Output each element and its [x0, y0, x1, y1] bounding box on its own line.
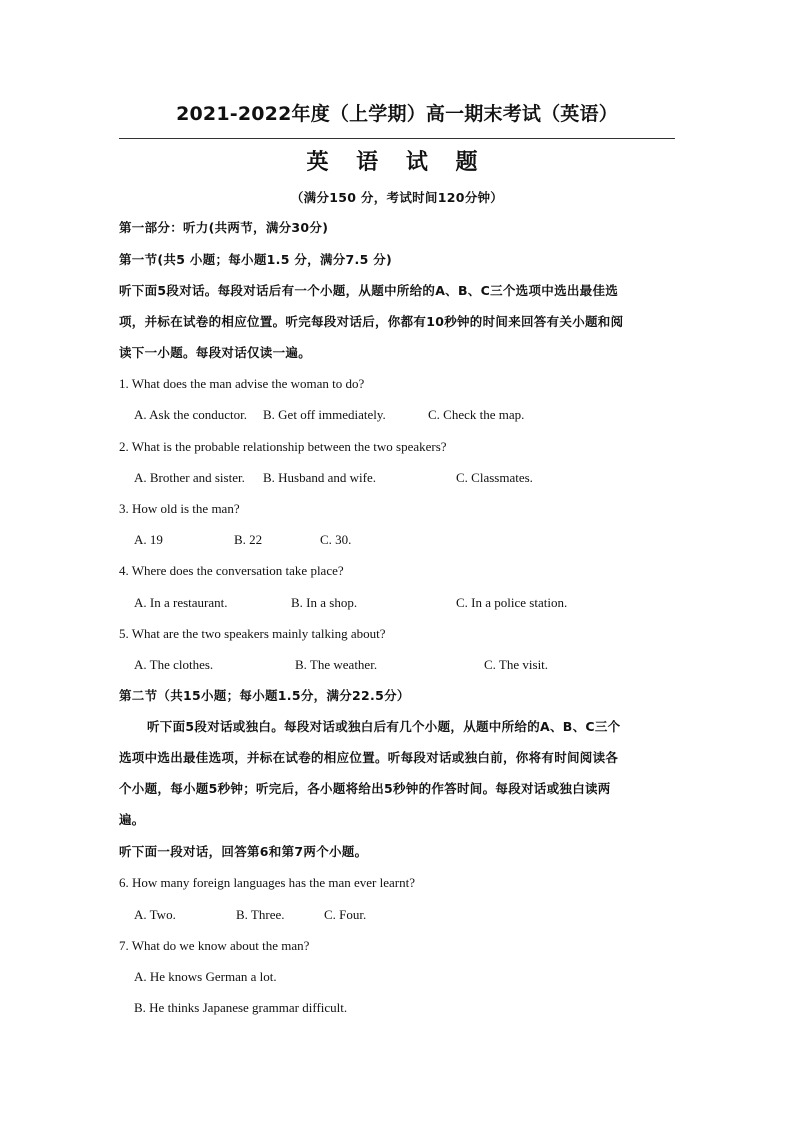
section2-title: 第二节（共15小题；每小题1.5分，满分22.5分）	[119, 688, 410, 703]
exam-title: 2021-2022年度（上学期）高一期末考试（英语）	[176, 103, 618, 125]
question-1-stem: 1. What does the man advise the woman to do?	[119, 376, 365, 391]
question-6-option-c: C. Four.	[324, 907, 367, 922]
question-5-option-a: A. The clothes.	[134, 657, 214, 672]
question-3-option-c: C. 30.	[320, 532, 352, 547]
question-7-option-b: B. He thinks Japanese grammar difficult.	[134, 1000, 348, 1015]
question-2-stem: 2. What is the probable relationship between the two speakers?	[119, 439, 447, 454]
question-7-option-a: A. He knows German a lot.	[134, 969, 277, 984]
question-4-stem: 4. Where does the conversation take place?	[119, 563, 344, 578]
part1-title: 第一部分：听力(共两节，满分30分)	[119, 220, 329, 235]
section2-instruction-line: 选项中选出最佳选项，并标在试卷的相应位置。听每段对话或独白前，你将有时间阅读各	[119, 750, 619, 765]
question-5-option-b: B. The weather.	[295, 657, 378, 672]
exam-info: （满分150 分，考试时间120分钟）	[290, 190, 504, 205]
question-4-option-a: A. In a restaurant.	[134, 595, 228, 610]
question-1-option-c: C. Check the map.	[428, 407, 525, 422]
question-5-stem: 5. What are the two speakers mainly talking about?	[119, 626, 386, 641]
subject-title: 英 语 试 题	[306, 150, 488, 175]
question-3-option-a: A. 19	[134, 532, 163, 547]
section1-instruction-line: 项，并标在试卷的相应位置。听完每段对话后，你都有10秒钟的时间来回答有关小题和阅	[119, 314, 624, 329]
question-6-stem: 6. How many foreign languages has the man ever learnt?	[119, 875, 416, 890]
question-1-option-a: A. Ask the conductor.	[134, 407, 248, 422]
question-2-option-b: B. Husband and wife.	[263, 470, 377, 485]
section1-instruction-line: 听下面5段对话。每段对话后有一个小题，从题中所给的A、B、C三个选项中选出最佳选	[119, 283, 619, 298]
question-3-option-b: B. 22	[234, 532, 263, 547]
group-instruction: 听下面一段对话，回答第6和第7两个小题。	[119, 844, 368, 859]
question-5-option-c: C. The visit.	[484, 657, 549, 672]
question-6-option-b: B. Three.	[236, 907, 285, 922]
question-4-option-c: C. In a police station.	[456, 595, 568, 610]
question-6-option-a: A. Two.	[134, 907, 176, 922]
question-7-stem: 7. What do we know about the man?	[119, 938, 310, 953]
question-4-option-b: B. In a shop.	[291, 595, 358, 610]
section2-instruction-line: 遍。	[119, 812, 145, 827]
question-2-option-c: C. Classmates.	[456, 470, 533, 485]
question-1-option-b: B. Get off immediately.	[263, 407, 386, 422]
question-3-stem: 3. How old is the man?	[119, 501, 240, 516]
section1-title: 第一节(共5 小题；每小题1.5 分，满分7.5 分)	[119, 252, 393, 267]
title-divider	[119, 138, 675, 139]
section2-instruction-line: 听下面5段对话或独白。每段对话或独白后有几个小题，从题中所给的A、B、C三个	[147, 719, 621, 734]
question-2-option-a: A. Brother and sister.	[134, 470, 245, 485]
section2-instruction-line: 个小题，每小题5秒钟；听完后，各小题将给出5秒钟的作答时间。每段对话或独白读两	[119, 781, 611, 796]
section1-instruction-line: 读下一小题。每段对话仅读一遍。	[119, 345, 312, 360]
